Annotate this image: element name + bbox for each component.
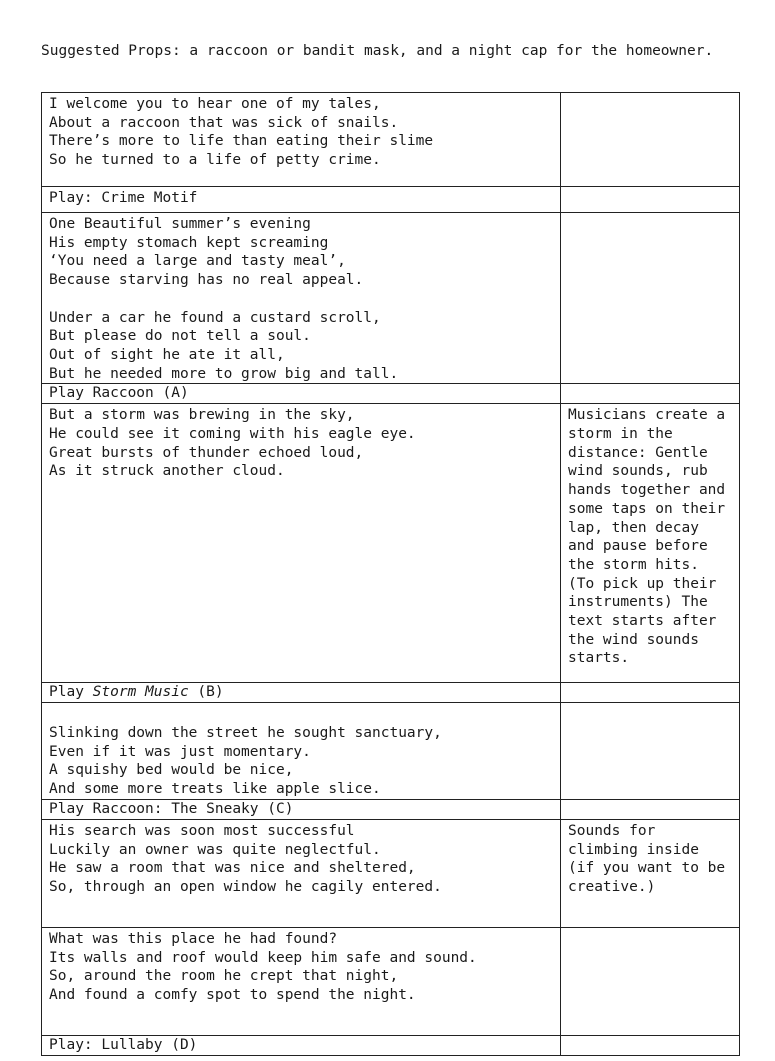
table-row bbox=[42, 187, 740, 213]
note-cell: Musicians create a storm in the distance: Gentle wind sounds, rub hands together and some taps on their lap, then decay and pause before the storm hits. (To pick up their instruments) The text starts after the wind sounds starts. bbox=[561, 404, 740, 683]
table-row bbox=[42, 683, 740, 703]
cue-prefix: Play bbox=[49, 684, 93, 701]
note-cell: Sounds for climbing inside (if you want to be creative.) bbox=[561, 819, 740, 927]
cue-suffix: (B) bbox=[188, 684, 224, 701]
cue-cell: Play Raccoon: The Sneaky (C) bbox=[42, 799, 561, 819]
verse-cell: His search was soon most successful Luckily an owner was quite neglectful. He saw a room that was nice and sheltered, So, through an open window he cagily entered. bbox=[42, 819, 561, 927]
table-row bbox=[42, 384, 740, 404]
note-cell bbox=[561, 927, 740, 1035]
script-table bbox=[41, 92, 740, 1056]
note-cell bbox=[561, 187, 740, 213]
verse-cell: But a storm was brewing in the sky, He could see it coming with his eagle eye. Great bursts of thunder echoed loud, As it struck another cloud. bbox=[42, 404, 561, 683]
cue-cell bbox=[42, 683, 561, 703]
verse-cell bbox=[42, 703, 561, 800]
table-row bbox=[42, 799, 740, 819]
table-row bbox=[42, 927, 740, 1035]
note-cell bbox=[561, 799, 740, 819]
table-row bbox=[42, 1035, 740, 1055]
note-cell bbox=[561, 384, 740, 404]
table-row bbox=[42, 213, 740, 384]
cue-cell: Play Raccoon (A) bbox=[42, 384, 561, 404]
cue-emphasis: Storm Music bbox=[92, 684, 189, 701]
table-row bbox=[42, 404, 740, 683]
table-row bbox=[42, 703, 740, 800]
note-cell bbox=[561, 703, 740, 800]
table-row bbox=[42, 93, 740, 187]
cue-cell: Play: Lullaby (D) bbox=[42, 1035, 561, 1055]
note-cell bbox=[561, 93, 740, 187]
suggested-props: Suggested Props: a raccoon or bandit mask, and a night cap for the homeowner. bbox=[41, 43, 714, 59]
verse-cell: One Beautiful summer’s evening His empty stomach kept screaming ‘You need a large and tasty meal’, Because starving has no real appeal. Under a car he found a custard scroll, But please do not tell a soul. Out of sight he ate it all, But he needed more to grow big and tall. bbox=[42, 213, 561, 384]
verse-text: Slinking down the street he sought sanctuary, Even if it was just momentary. A squishy bed would be nice, And some more treats like apple slice. bbox=[49, 725, 442, 798]
cue-cell: Play: Crime Motif bbox=[42, 187, 561, 213]
note-cell bbox=[561, 683, 740, 703]
table-row bbox=[42, 819, 740, 927]
note-cell bbox=[561, 1035, 740, 1055]
note-cell bbox=[561, 213, 740, 384]
verse-cell: I welcome you to hear one of my tales, About a raccoon that was sick of snails. There’s more to life than eating their slime So he turned to a life of petty crime. bbox=[42, 93, 561, 187]
verse-cell: What was this place he had found? Its walls and roof would keep him safe and sound. So, around the room he crept that night, And found a comfy spot to spend the night. bbox=[42, 927, 561, 1035]
